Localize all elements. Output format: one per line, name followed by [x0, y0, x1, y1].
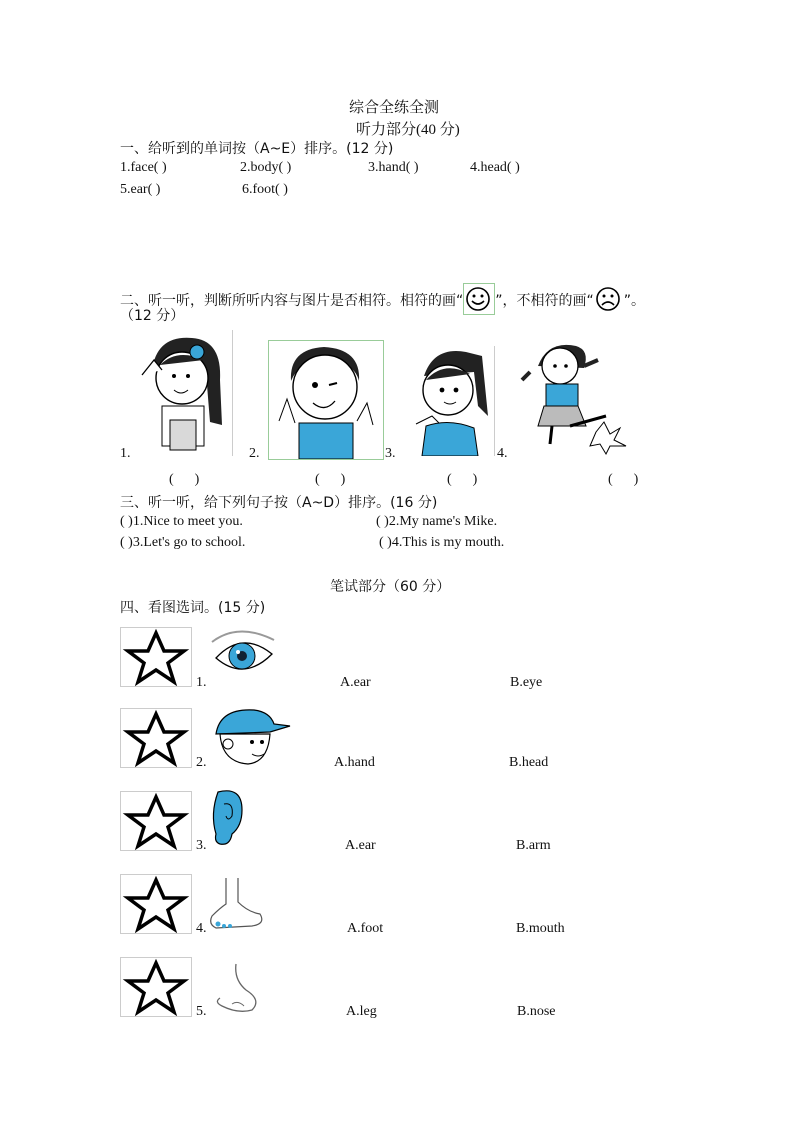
star-icon: [120, 957, 192, 1017]
picture-girl-touching-face: [132, 330, 233, 456]
section-4-heading: 四、看图选词。(15 分): [120, 600, 266, 616]
sec3-item-4: ( )4.This is my mouth.: [379, 535, 505, 550]
star-icon: [120, 627, 192, 687]
answer-blank-1[interactable]: ( ): [169, 472, 200, 487]
listening-title: 听力部分(40 分): [356, 122, 460, 138]
page-title: 综合全练全测: [349, 98, 440, 116]
star-icon: [120, 791, 192, 851]
star-icon: [120, 708, 192, 768]
picture-boy-waving: [268, 340, 384, 460]
row-3-number: 3.: [196, 838, 207, 853]
picture-1-number: 1.: [120, 446, 131, 461]
section-2-heading: 二、听一听，判断所听内容与图片是否相符。相符的画“ ”，不相符的画“ ”。: [120, 283, 645, 315]
answer-blank-4[interactable]: ( ): [608, 472, 639, 487]
sec1-item-hand: 3.hand( ): [368, 160, 419, 175]
written-title: 笔试部分（60 分）: [330, 579, 451, 595]
eye-icon: [208, 622, 278, 684]
sec1-item-foot: 6.foot( ): [242, 182, 288, 197]
picture-girl-kicking: [518, 336, 636, 456]
row-4-number: 4.: [196, 921, 207, 936]
answer-blank-3[interactable]: ( ): [447, 472, 478, 487]
picture-3-number: 3.: [385, 446, 396, 461]
star-icon: [120, 874, 192, 934]
foot-icon: [208, 874, 268, 934]
section-2-points: （12 分）: [120, 308, 185, 324]
frowny-icon: [594, 284, 624, 314]
row-5-number: 5.: [196, 1004, 207, 1019]
sec3-item-2: ( )2.My name's Mike.: [376, 514, 498, 529]
sec3-item-1: ( )1.Nice to meet you.: [120, 514, 243, 529]
sec1-item-face: 1.face( ): [120, 160, 167, 175]
picture-2-number: 2.: [249, 446, 260, 461]
row-3-option-a[interactable]: A.ear: [345, 838, 376, 853]
head-icon: [208, 704, 292, 768]
row-1-option-b[interactable]: B.eye: [510, 675, 543, 690]
answer-blank-2[interactable]: ( ): [315, 472, 346, 487]
row-5-option-a[interactable]: A.leg: [346, 1004, 377, 1019]
nose-icon: [208, 960, 270, 1018]
sec3-item-3: ( )3.Let's go to school.: [120, 535, 246, 550]
sec1-item-ear: 5.ear( ): [120, 182, 161, 197]
row-1-number: 1.: [196, 675, 207, 690]
row-2-option-b[interactable]: B.head: [509, 755, 549, 770]
row-5-option-b[interactable]: B.nose: [517, 1004, 556, 1019]
picture-4-number: 4.: [497, 446, 508, 461]
row-4-option-a[interactable]: A.foot: [347, 921, 384, 936]
section-3-heading: 三、听一听，给下列句子按（A~D）排序。(16 分): [120, 495, 438, 511]
ear-icon: [208, 786, 248, 850]
row-1-option-a[interactable]: A.ear: [340, 675, 371, 690]
row-3-option-b[interactable]: B.arm: [516, 838, 551, 853]
section-1-heading: 一、给听到的单词按（A~E）排序。(12 分): [120, 141, 394, 157]
sec1-item-body: 2.body( ): [240, 160, 292, 175]
sec1-item-head: 4.head( ): [470, 160, 520, 175]
picture-girl-ponytail: [404, 346, 495, 456]
smiley-icon: [463, 283, 495, 315]
row-4-option-b[interactable]: B.mouth: [516, 921, 565, 936]
row-2-option-a[interactable]: A.hand: [334, 755, 375, 770]
row-2-number: 2.: [196, 755, 207, 770]
